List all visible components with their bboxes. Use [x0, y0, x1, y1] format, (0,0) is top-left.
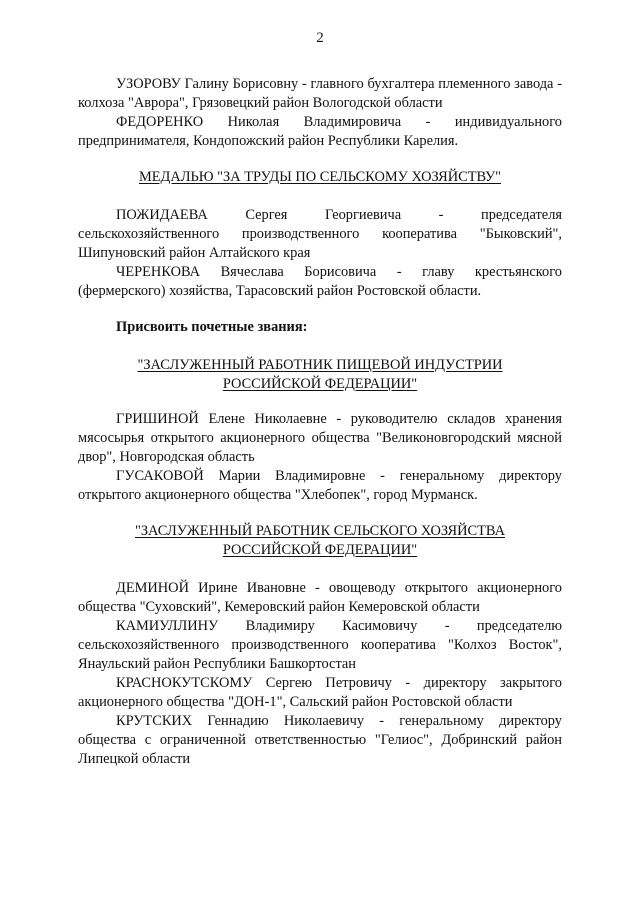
awardee-paragraph: КРАСНОКУТСКОМУ Сергею Петровичу - директору закрытого акционерного общества "ДОН-1", Сальский район Ростовской области	[78, 675, 562, 710]
food-awardees-block	[78, 410, 562, 505]
medal-awardees-block	[78, 206, 562, 301]
awardee-paragraph: ГРИШИНОЙ Елене Николаевне - руководителю складов хранения мясосырья открытого акционерного общества "Великоновгородский мясной двор", Новгородская область	[78, 411, 562, 465]
awardee-paragraph: КАМИУЛЛИНУ Владимиру Касимовичу - председателю сельскохозяйственного производственного кооператива "Колхоз Восток", Янаульский район Республики Башкортостан	[78, 618, 562, 672]
food-industry-heading	[78, 356, 562, 394]
food-heading-line1: "ЗАСЛУЖЕННЫЙ РАБОТНИК ПИЩЕВОЙ ИНДУСТРИИ	[137, 357, 503, 373]
awardee-paragraph: ДЕМИНОЙ Ирине Ивановне - овощеводу открытого акционерного общества "Суховский", Кемеровский район Кемеровской области	[78, 580, 562, 615]
food-heading-line2: РОССИЙСКОЙ ФЕДЕРАЦИИ"	[222, 376, 418, 392]
agriculture-heading	[78, 522, 562, 560]
honorary-titles-label: Присвоить почетные звания:	[116, 319, 308, 335]
awardee-paragraph: УЗОРОВУ Галину Борисовну - главного бухгалтера племенного завода - колхоза "Аврора", Грязовецкий район Вологодской области	[78, 76, 562, 111]
agriculture-awardees-block	[78, 579, 562, 769]
awardee-paragraph: ФЕДОРЕНКО Николая Владимировича - индивидуального предпринимателя, Кондопожский район Республики Карелия.	[78, 114, 562, 149]
agri-heading-line2: РОССИЙСКОЙ ФЕДЕРАЦИИ"	[222, 542, 418, 558]
page-number: 2	[316, 30, 324, 46]
awardee-paragraph: КРУТСКИХ Геннадию Николаевичу - генеральному директору общества с ограниченной ответственностью "Гелиос", Добринский район Липецкой области	[78, 713, 562, 767]
awardee-paragraph: ЧЕРЕНКОВА Вячеслава Борисовича - главу крестьянского (фермерского) хозяйства, Тарасовский район Ростовской области.	[78, 264, 562, 299]
medal-heading: МЕДАЛЬЮ "ЗА ТРУДЫ ПО СЕЛЬСКОМУ ХОЗЯЙСТВУ"	[138, 169, 502, 185]
awardee-paragraph: ГУСАКОВОЙ Марии Владимировне - генеральному директору открытого акционерного общества "Хлебопек", город Мурманск.	[78, 468, 562, 503]
intro-awardees-block	[78, 75, 562, 151]
awardee-paragraph: ПОЖИДАЕВА Сергея Георгиевича - председателя сельскохозяйственного производственного кооператива "Быковский", Шипуновский район Алтайского края	[78, 207, 562, 261]
agri-heading-line1: "ЗАСЛУЖЕННЫЙ РАБОТНИК СЕЛЬСКОГО ХОЗЯЙСТВА	[134, 523, 506, 539]
